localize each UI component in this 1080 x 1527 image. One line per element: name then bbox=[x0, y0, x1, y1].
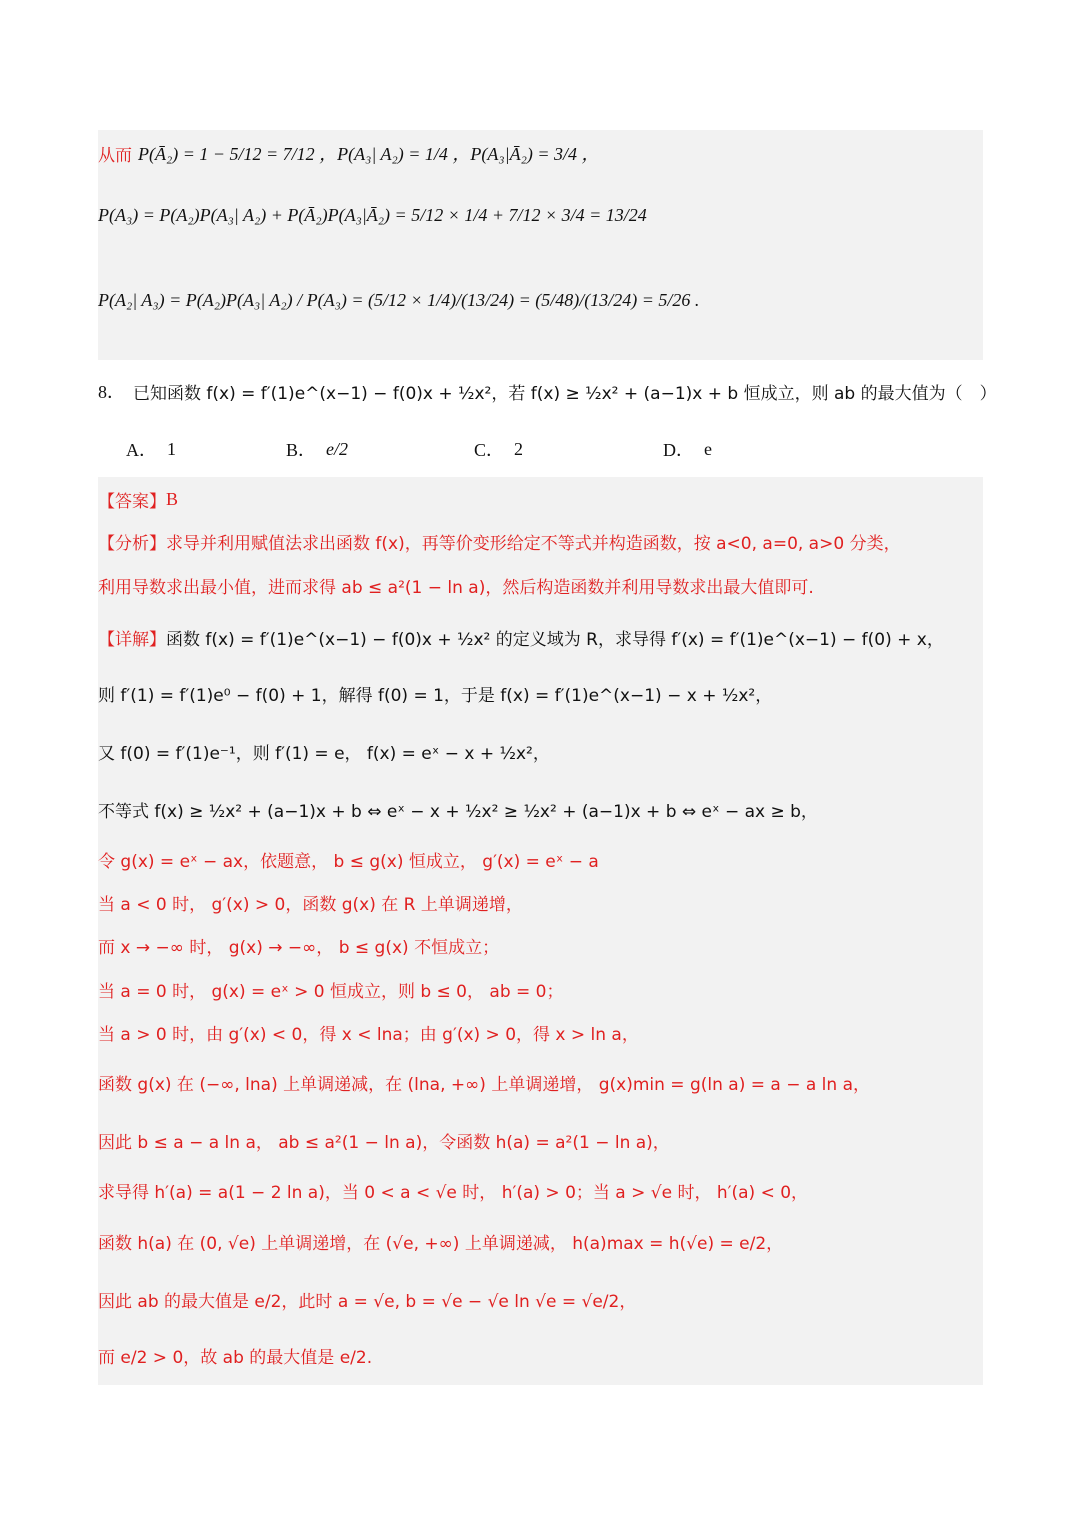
detail-tag: 【详解】 bbox=[98, 630, 166, 650]
option-b[interactable] bbox=[286, 436, 348, 462]
detail-text-8: 当 a = 0 时， g(x) = eˣ > 0 恒成立，则 b ≤ 0， ab = 0； bbox=[98, 982, 564, 1002]
option-b-value: e/2 bbox=[326, 438, 349, 459]
analysis-line-1 bbox=[98, 529, 901, 554]
detail-line-8 bbox=[98, 977, 563, 1002]
detail-text-2: 则 f′(1) = f′(1)e⁰ − f(0) + 1，解得 f(0) = 1，于是 f(x) = f′(1)e^(x−1) − x + ½x²， bbox=[98, 686, 773, 706]
prev-line-2-math: P(A₃) = P(A₂)P(A₃| A₂) + P(Ā₂)P(A₃|Ā₂) = 5/12 × 1/4 + 7/12 × 3/4 = 13/24 bbox=[98, 205, 647, 225]
detail-line-10 bbox=[98, 1070, 870, 1095]
detail-line-9 bbox=[98, 1020, 639, 1045]
detail-line-6 bbox=[98, 890, 523, 915]
detail-text-14: 因此 ab 的最大值是 e/2，此时 a = √e, b = √e − √e ln √e = √e/2， bbox=[98, 1292, 637, 1312]
question-8 bbox=[98, 378, 997, 404]
detail-line-7 bbox=[98, 933, 499, 958]
detail-text-4: 不等式 f(x) ≥ ½x² + (a−1)x + b ⇔ eˣ − x + ½x² ≥ ½x² + (a−1)x + b ⇔ eˣ − ax ≥ b， bbox=[98, 802, 818, 822]
prev-line-1 bbox=[98, 140, 600, 166]
detail-text-12: 求导得 h′(a) = a(1 − 2 ln a)，当 0 < a < √e 时， h′(a) > 0；当 a > √e 时， h′(a) < 0， bbox=[98, 1183, 809, 1203]
detail-text-3: 又 f(0) = f′(1)e⁻¹，则 f′(1) = e， f(x) = eˣ − x + ½x²， bbox=[98, 744, 550, 764]
detail-text-9: 当 a > 0 时，由 g′(x) < 0，得 x < lna；由 g′(x) > 0，得 x > ln a， bbox=[98, 1025, 639, 1045]
detail-text-1: 函数 f(x) = f′(1)e^(x−1) − f(0)x + ½x² 的定义域为 R，求导得 f′(x) = f′(1)e^(x−1) − f(0) + x， bbox=[166, 630, 944, 650]
option-c[interactable] bbox=[474, 436, 523, 462]
answer-tag: 【答案】 bbox=[98, 492, 166, 512]
option-b-label: B． bbox=[286, 440, 317, 460]
detail-text-15: 而 e/2 > 0，故 ab 的最大值是 e/2. bbox=[98, 1348, 373, 1368]
analysis-line-2 bbox=[98, 573, 814, 598]
option-c-value: 2 bbox=[514, 438, 524, 459]
option-a-value: 1 bbox=[167, 438, 176, 459]
prev-line-3 bbox=[98, 290, 699, 311]
detail-line-13 bbox=[98, 1229, 783, 1254]
detail-line-5 bbox=[98, 847, 599, 872]
prev-line-2 bbox=[98, 205, 647, 226]
answer-value: B bbox=[166, 489, 179, 509]
detail-text-10: 函数 g(x) 在 (−∞, lna) 上单调递减，在 (lna, +∞) 上单调递增， g(x)min = g(ln a) = a − a ln a， bbox=[98, 1075, 870, 1095]
detail-text-7: 而 x → −∞ 时， g(x) → −∞， b ≤ g(x) 不恒成立； bbox=[98, 938, 500, 958]
previous-solution-block bbox=[98, 130, 983, 360]
question-text: 已知函数 f(x) = f′(1)e^(x−1) − f(0)x + ½x²，若 f(x) ≥ ½x² + (a−1)x + b 恒成立，则 ab 的最大值为（ ） bbox=[133, 383, 997, 404]
detail-line-2 bbox=[98, 681, 772, 706]
option-c-label: C． bbox=[474, 440, 505, 460]
answer-line bbox=[98, 487, 178, 512]
detail-text-11: 因此 b ≤ a − a ln a， ab ≤ a²(1 − ln a)，令函数 h(a) = a²(1 − ln a)， bbox=[98, 1133, 670, 1153]
option-d[interactable] bbox=[663, 436, 712, 462]
detail-text-5: 令 g(x) = eˣ − ax，依题意， b ≤ g(x) 恒成立， g′(x) = eˣ − a bbox=[98, 852, 599, 872]
option-d-value: e bbox=[704, 438, 712, 459]
prev-line-3-math: P(A₂| A₃) = P(A₂)P(A₃| A₂) / P(A₃) = (5/12 × 1/4)/(13/24) = (5/48)/(13/24) = 5/26 . bbox=[98, 290, 700, 310]
prev-line-1-math: P(Ā₂) = 1 − 5/12 = 7/12 ，P(A₃| A₂) = 1/4 ，P(A₃|Ā₂) = 3/4 ， bbox=[138, 144, 600, 164]
option-a-label: A． bbox=[126, 440, 157, 460]
detail-line-15 bbox=[98, 1343, 372, 1368]
detail-line-1 bbox=[98, 625, 944, 650]
detail-line-14 bbox=[98, 1287, 636, 1312]
analysis-text-2: 利用导数求出最小值，进而求得 ab ≤ a²(1 − ln a)，然后构造函数并利用导数求出最大值即可. bbox=[98, 578, 814, 598]
analysis-text-1: 求导并利用赋值法求出函数 f(x)，再等价变形给定不等式并构造函数，按 a<0, a=0, a>0 分类， bbox=[166, 534, 901, 554]
detail-text-13: 函数 h(a) 在 (0, √e) 上单调递增，在 (√e, +∞) 上单调递减， h(a)max = h(√e) = e/2， bbox=[98, 1234, 784, 1254]
detail-text-6: 当 a < 0 时， g′(x) > 0，函数 g(x) 在 R 上单调递增， bbox=[98, 895, 523, 915]
option-a[interactable] bbox=[126, 436, 176, 462]
analysis-tag: 【分析】 bbox=[98, 534, 166, 554]
question-number: 8． bbox=[98, 382, 125, 402]
detail-line-11 bbox=[98, 1128, 670, 1153]
detail-line-12 bbox=[98, 1178, 808, 1203]
prev-line-1-lead: 从而 bbox=[98, 145, 132, 166]
option-d-label: D． bbox=[663, 440, 694, 460]
detail-line-3 bbox=[98, 739, 550, 764]
detail-line-4 bbox=[98, 797, 818, 822]
solution-block bbox=[98, 477, 983, 1385]
